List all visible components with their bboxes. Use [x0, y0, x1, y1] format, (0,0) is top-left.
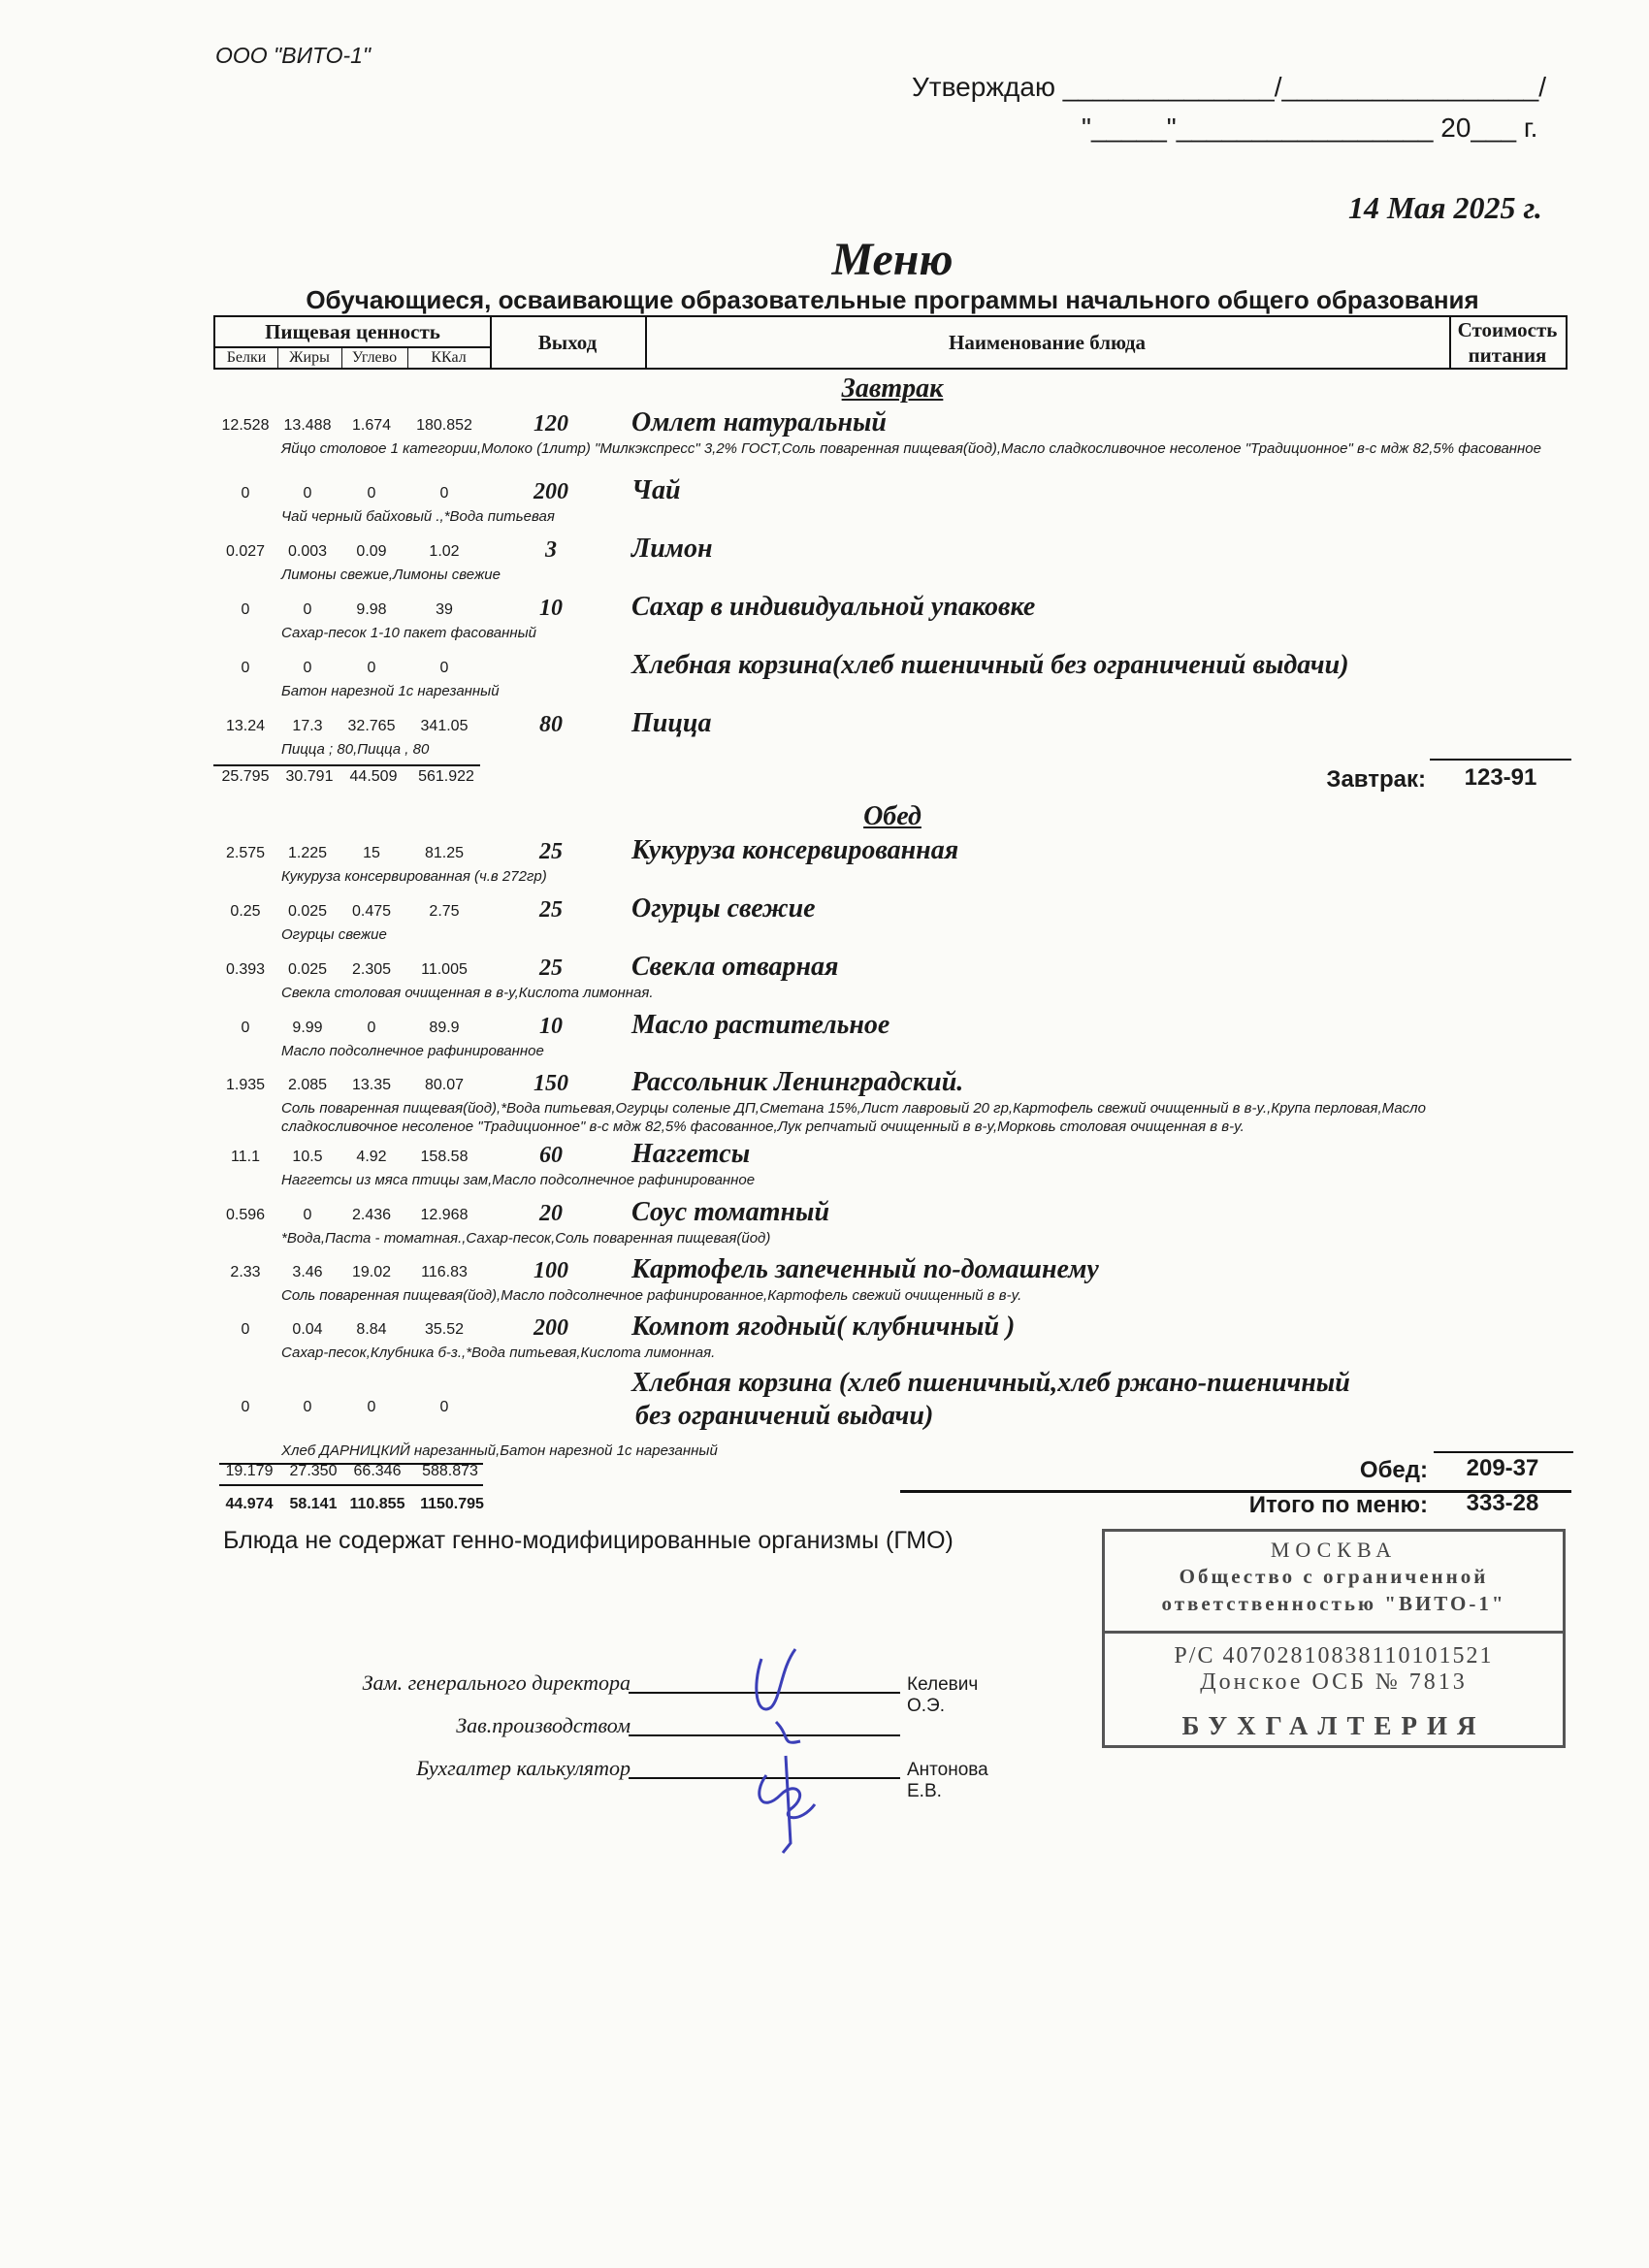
proteins-value: 0: [241, 485, 250, 502]
fats-value: 10.5: [292, 1149, 323, 1165]
company-stamp: [1102, 1529, 1566, 1748]
kcal-value: 35.52: [424, 1321, 465, 1338]
grand-sum-label: Итого по меню:: [1248, 1492, 1428, 1518]
dish-ingredients: Кукуруза консервированная (ч.в 272гр): [281, 868, 547, 885]
carbs-value: 2.305: [351, 961, 392, 978]
proteins-value: 0: [241, 660, 250, 676]
kcal-value: 180.852: [416, 417, 472, 434]
gmo-note: Блюда не содержат генно-модифицированные организмы (ГМО): [223, 1527, 954, 1554]
menu-table-header: [213, 315, 1568, 370]
lunch-total-fats: 27.350: [289, 1463, 338, 1479]
stamp-bank: Донское ОСБ № 7813: [1200, 1669, 1468, 1695]
dish-name-cont: без ограничений выдачи): [635, 1401, 934, 1431]
proteins-value: 1.935: [225, 1077, 266, 1093]
dish-ingredients: *Вода,Паста - томатная.,Сахар-песок,Соль поваренная пищевая(йод): [281, 1230, 771, 1247]
proteins-value: 0.027: [225, 543, 266, 560]
carbs-value: 32.765: [347, 718, 396, 734]
grand-total-carbs: 110.855: [349, 1496, 405, 1512]
dish-output: 10: [539, 596, 563, 621]
dish-name: Хлебная корзина (хлеб пшеничный,хлеб ржано-пшеничный: [631, 1368, 1350, 1398]
fats-value: 0.003: [287, 543, 328, 560]
fats-value: 0: [303, 1399, 312, 1415]
dish-output: 25: [539, 897, 563, 923]
dish-name: Лимон: [631, 534, 713, 564]
lunch-sum-label: Обед:: [1359, 1457, 1428, 1483]
dish-name: Свекла отварная: [631, 952, 839, 982]
grand-totals-rule: [219, 1484, 483, 1486]
breakfast-total-kcal: 561.922: [418, 768, 474, 785]
kcal-value: 12.968: [420, 1207, 469, 1223]
dish-ingredients: Пицца ; 80,Пицца , 80: [281, 741, 430, 758]
stamp-line1: Общество с ограниченной: [1179, 1565, 1489, 1588]
dish-name: Наггетсы: [631, 1139, 751, 1169]
dish-ingredients: Огурцы свежие: [281, 926, 387, 943]
carbs-value: 0.09: [356, 543, 387, 560]
carbs-value: 4.92: [356, 1149, 387, 1165]
fats-value: 0: [303, 660, 312, 676]
carbs-value: 9.98: [356, 601, 387, 618]
dish-name: Масло растительное: [631, 1010, 890, 1040]
dish-name: Пицца: [631, 708, 712, 738]
kcal-value: 80.07: [424, 1077, 465, 1093]
kcal-value: 116.83: [421, 1264, 468, 1280]
nutrition-title: Пищевая ценность: [215, 317, 490, 348]
breakfast-total-fats: 30.791: [285, 768, 334, 785]
dish-ingredients: Сахар-песок 1-10 пакет фасованный: [281, 625, 537, 641]
carbs-header: Углево: [341, 346, 408, 368]
carbs-value: 0: [367, 485, 376, 502]
dish-ingredients: Масло подсолнечное рафинированное: [281, 1043, 544, 1059]
dish-name: Сахар в индивидуальной упаковке: [631, 592, 1036, 622]
fats-value: 13.488: [283, 417, 332, 434]
stamp-dept: БУХГАЛТЕРИЯ: [1181, 1711, 1486, 1740]
signature-role: Бухгалтер калькулятор: [416, 1756, 630, 1780]
proteins-value: 11.1: [231, 1149, 260, 1165]
kcal-value: 0: [439, 660, 449, 676]
carbs-value: 0: [367, 1399, 376, 1415]
fats-value: 0.04: [292, 1321, 323, 1338]
proteins-value: 0.596: [225, 1207, 266, 1223]
dish-output: 60: [539, 1143, 563, 1168]
dish-name: Хлебная корзина(хлеб пшеничный без ограничений выдачи): [631, 650, 1349, 680]
lunch-total-proteins: 19.179: [225, 1463, 274, 1479]
nutrition-header: [215, 317, 492, 368]
kcal-value: 0: [439, 485, 449, 502]
output-header: Выход: [490, 317, 647, 368]
carbs-value: 0.475: [351, 903, 392, 920]
dish-name: Компот ягодный( клубничный ): [631, 1312, 1016, 1342]
kcal-value: 0: [439, 1399, 449, 1415]
stamp-line2: ответственностью "ВИТО-1": [1161, 1592, 1506, 1615]
lunch-total-carbs: 66.346: [353, 1463, 402, 1479]
dish-name: Огурцы свежие: [631, 893, 816, 923]
carbs-value: 0: [367, 660, 376, 676]
dish-output: 3: [545, 537, 557, 563]
page-title: Меню: [831, 234, 954, 285]
signature-name: Келевич О.Э.: [907, 1674, 979, 1716]
carbs-value: 15: [363, 845, 380, 861]
dish-header: Наименование блюда: [645, 317, 1451, 368]
stamp-city: МОСКВА: [1270, 1538, 1398, 1562]
approval-block: [912, 72, 1546, 144]
dish-output: 20: [539, 1201, 563, 1226]
signature-name: Антонова Е.В.: [907, 1760, 988, 1801]
kcal-value: 89.9: [429, 1020, 460, 1036]
carbs-value: 2.436: [351, 1207, 392, 1223]
proteins-value: 0: [241, 601, 250, 618]
dish-name: Рассольник Ленинградский.: [631, 1067, 964, 1097]
kcal-value: 2.75: [429, 903, 460, 920]
fats-value: 17.3: [292, 718, 323, 734]
fats-value: 0: [303, 485, 312, 502]
proteins-value: 0: [241, 1399, 250, 1415]
fats-value: 9.99: [292, 1020, 323, 1036]
proteins-value: 2.33: [230, 1264, 261, 1280]
dish-ingredients: Свекла столовая очищенная в в-у,Кислота лимонная.: [281, 985, 654, 1001]
kcal-value: 81.25: [424, 845, 465, 861]
dish-ingredients: Хлеб ДАРНИЦКИЙ нарезанный,Батон нарезной 1с нарезанный: [281, 1442, 718, 1459]
cost-header: Стоимость питания: [1457, 318, 1558, 367]
dish-output: 80: [539, 712, 563, 737]
fats-value: 0.025: [287, 903, 328, 920]
dish-output: 200: [534, 479, 568, 504]
proteins-value: 2.575: [225, 845, 266, 861]
proteins-value: 0: [241, 1020, 250, 1036]
proteins-value: 0.25: [230, 903, 261, 920]
fats-value: 1.225: [287, 845, 328, 861]
kcal-value: 39: [436, 601, 453, 618]
dish-output: 25: [539, 839, 563, 864]
dish-name: Картофель запеченный по-домашнему: [631, 1254, 1099, 1284]
carbs-value: 1.674: [351, 417, 392, 434]
organization-name: ООО "ВИТО-1": [215, 43, 372, 68]
lunch-sum-rule: [1434, 1451, 1573, 1453]
document-date: 14 Мая 2025 г.: [1348, 190, 1542, 225]
dish-ingredients: Лимоны свежие,Лимоны свежие: [281, 567, 501, 583]
dish-name: Кукуруза консервированная: [631, 835, 959, 865]
breakfast-totals-rule: [213, 764, 480, 766]
dish-output: 200: [534, 1315, 568, 1341]
dish-name: Омлет натуральный: [631, 407, 888, 437]
page-subtitle: Обучающиеся, осваивающие образовательные программы начального общего образования: [306, 285, 1479, 314]
grand-total-fats: 58.141: [289, 1496, 338, 1512]
carbs-value: 0: [367, 1020, 376, 1036]
fats-value: 0: [303, 601, 312, 618]
proteins-value: 0.393: [225, 961, 266, 978]
dish-ingredients: Яйцо столовое 1 категории,Молоко (1литр) "Милкэкспресс" 3,2% ГОСТ,Соль поваренная пищевая(йод),Масло сладкосливочное несоленое "Традиционное" в-с мдж 82,5% фасованное: [281, 440, 1541, 457]
handwritten-signature: [723, 1630, 839, 1863]
dish-ingredients: Сахар-песок,Клубника б-з.,*Вода питьевая,Кислота лимонная.: [281, 1345, 716, 1361]
dish-output: 100: [534, 1258, 568, 1283]
approval-line: Утверждаю ______________/_________________/: [912, 72, 1547, 102]
fats-value: 0: [303, 1207, 312, 1223]
kcal-value: 11.005: [421, 961, 468, 978]
dish-output: 120: [534, 411, 568, 437]
lunch-title: Обед: [863, 801, 922, 831]
signature-role: Зав.производством: [456, 1713, 630, 1737]
dish-output: 150: [534, 1071, 568, 1096]
lunch-total-kcal: 588.873: [422, 1463, 478, 1479]
stamp-account: Р/С 40702810838110101521: [1105, 1631, 1563, 1669]
carbs-value: 8.84: [356, 1321, 387, 1338]
proteins-header: Белки: [215, 346, 278, 368]
dish-output: 25: [539, 956, 563, 981]
kcal-value: 1.02: [429, 543, 460, 560]
proteins-value: 13.24: [225, 718, 266, 734]
grand-total-proteins: 44.974: [225, 1496, 274, 1512]
dish-ingredients: Наггетсы из мяса птицы зам,Масло подсолнечное рафинированное: [281, 1172, 756, 1188]
approval-date-line: "_____"_________________ 20___ г.: [1082, 113, 1538, 143]
dish-ingredients: Чай черный байховый .,*Вода питьевая: [281, 508, 555, 525]
carbs-value: 13.35: [351, 1077, 392, 1093]
breakfast-total-proteins: 25.795: [221, 768, 270, 785]
fats-header: Жиры: [277, 346, 342, 368]
breakfast-sum-label: Завтрак:: [1326, 766, 1426, 793]
fats-value: 3.46: [292, 1264, 323, 1280]
proteins-value: 0: [241, 1321, 250, 1338]
kcal-value: 158.58: [420, 1149, 469, 1165]
breakfast-title: Завтрак: [841, 373, 944, 404]
dish-name: Соус томатный: [631, 1197, 830, 1227]
kcal-value: 341.05: [420, 718, 469, 734]
grand-sum-value: 333-28: [1466, 1490, 1539, 1516]
fats-value: 0.025: [287, 961, 328, 978]
lunch-sum-value: 209-37: [1466, 1455, 1539, 1481]
dish-ingredients: Батон нарезной 1с нарезанный: [281, 683, 500, 699]
kcal-header: ККал: [431, 349, 467, 366]
dish-name: Чай: [631, 475, 681, 505]
breakfast-sum-rule: [1430, 759, 1571, 761]
proteins-value: 12.528: [221, 417, 270, 434]
grand-total-kcal: 1150.795: [420, 1496, 484, 1512]
breakfast-total-carbs: 44.509: [349, 768, 398, 785]
dish-ingredients: Соль поваренная пищевая(йод),*Вода питьевая,Огурцы соленые ДП,Сметана 15%,Лист лавровый 20 гр,Картофель свежий очищенный в в-у.,Крупа перловая,Масло сладкосливочное несоленое "Традиционное" в-с мдж 82,5% фасованное,Лук репчатый очищенный в в-у,Морковь столовая очищенная в в-у.: [281, 1100, 1426, 1135]
carbs-value: 19.02: [351, 1264, 392, 1280]
dish-output: 10: [539, 1014, 563, 1039]
fats-value: 2.085: [287, 1077, 328, 1093]
breakfast-sum-value: 123-91: [1464, 764, 1537, 791]
dish-ingredients: Соль поваренная пищевая(йод),Масло подсолнечное рафинированное,Картофель свежий очищенный в в-у.: [281, 1287, 1022, 1304]
signature-role: Зам. генерального директора: [362, 1670, 630, 1695]
